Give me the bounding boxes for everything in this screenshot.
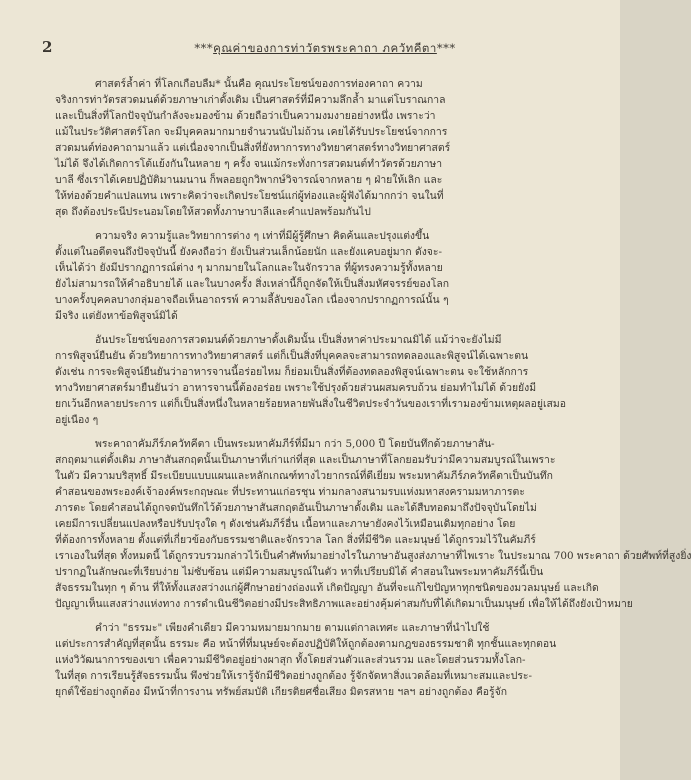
paragraph [55,76,580,220]
text-line: จริงการท่าวัตรสวดมนต์ด้วยภาษาเก่าดั้งเดิม เป็นศาสตร์ที่มีความลึกล้ำ มาแต่โบราณกาล [55,94,446,106]
paragraph [55,436,691,612]
text-line: ที่ต้องการทั้งหลาย ตั้งแต่ที่เกี่ยวข้องกับธรรมชาติและจักรวาล โลก สิ่งที่มีชีวิต และมนุษย์ ได้ถูกรวมไว้ในคัมภีร์ [55,534,536,546]
text-line: ตั้งแต่ในอดีตจนถึงปัจจุบันนี้ ยังคงถือว่า ยังเป็นส่วนเล็กน้อยนัก และยังแคบอยู่มาก ดังจะ- [55,246,442,258]
text-line: แม้ในประวัติศาสตร์โลก จะมีบุคคลมากมายจำนวนนับไม่ถ้วน เคยได้รับประโยชน์จากการ [55,126,448,138]
title-prefix: *** [194,41,214,55]
text-line: ทางวิทยาศาสตร์มายืนยันว่า อาหารจานนี้ต้องอร่อย เพราะใช้ปรุงด้วยส่วนผสมครบถ้วน ย่อมทำไม่ได้ ด้วยยังมี [55,382,537,394]
text-line: แต่ประการสำคัญที่สุดนั้น ธรรมะ คือ หน้าที่ที่มนุษย์จะต้องปฏิบัติให้ถูกต้องตามกฎของธรรมชาติ ทุกชั้นและทุกตอน [55,638,557,650]
text-line: ปรากฏในลักษณะที่เรียบง่าย ไม่ซับซ้อน แต่มีความสมบูรณ์ในตัว หาที่เปรียบมิได้ คำสอนในพระมหาคัมภีร์นี้เป็น [55,566,544,578]
text-line: เห็นได้ว่า ยังมีปรากฏการณ์ต่าง ๆ มากมายในโลกและในจักรวาล ที่ผู้ทรงความรู้ทั้งหลาย [55,262,443,274]
text-line: สวดมนต์ท่องคาถามาแล้ว แต่เนื่องจากเป็นสิ่งที่ยังหาการทางวิทยาศาสตร์ทางวิทยาศาสตร์ [55,142,451,154]
text-line: ยุกต์ใช้อย่างถูกต้อง มีหน้าที่การงาน ทรัพย์สมบัติ เกียรติยศชื่อเสียง มิตรสหาย ฯลฯ อย่างถูกต้อง คือรู้จัก [55,686,508,698]
title-text: คุณค่าของการท่าวัตรพระคาถา ภควัทคีตา [213,41,437,55]
text-line: มีจริง แต่ยังหาข้อพิสูจน์มิได้ [55,310,178,322]
text-line: แห่งวิวัฒนาการของเขา เพื่อความมีชีวิตอยู่อย่างผาสุก ทั้งโดยส่วนตัวและส่วนรวม และโดยส่วนรวมทั้งโลก- [55,654,526,666]
text-line: คำสอนของพระองค์เจ้าองค์พระกฤษณะ ที่ประทานแก่อรชุน ท่ามกลางสนามรบแห่งมหาสงครามมหาภารตะ [55,486,525,498]
text-line: เคยมีการเปลี่ยนแปลงหรือปรับปรุงใด ๆ ดังเช่นคัมภีร์อื่น เนื้อหาและภาษายังคงไว้เหมือนเดิมทุกอย่าง โดย [55,518,516,530]
page-title [110,40,540,58]
title-suffix: *** [436,41,456,55]
document-body [55,76,691,708]
text-line: พระคาถาคัมภีร์ภควัทคีตา เป็นพระมหาคัมภีร์ที่มีมา กว่า 5,000 ปี โดยบันทึกด้วยภาษาสัน- [95,438,495,450]
paragraph [55,332,580,428]
text-line: การพิสูจน์ยืนยัน ด้วยวิทยาการทางวิทยาศาสตร์ แต่ก็เป็นสิ่งที่บุคคลจะสามารถทดลองและพิสูจน์ได้เฉพาะตน [55,350,529,362]
paragraph [55,228,580,324]
text-line: ภารตะ โดยคำสอนได้ถูกจดบันทึกไว้ด้วยภาษาสันสกฤตอันเป็นภาษาดั้งเดิม และได้สืบทอดมาถึงปัจจุบันโดยไม่ [55,502,537,514]
text-line: สัจธรรมในทุก ๆ ด้าน ที่ให้ทั้งแสงสว่างแก่ผู้ศึกษาอย่างถ่องแท้ เกิดปัญญา อันที่จะแก้ไขปัญหาทุกชนิดของมวลมนุษย์ และเกิด [55,582,599,594]
text-line: บาลี ซึ่งเราได้เคยปฏิบัติมานมนาน ก็พลอยถูกวิพากษ์วิจารณ์จากหลาย ๆ ฝ่ายให้เลิก และ [55,174,443,186]
text-line: ในตัว มีความบริสุทธิ์ มีระเบียบแบบแผนและหลักเกณฑ์ทางไวยากรณ์ที่ดีเยี่ยม พระมหาคัมภีร์ภควัทคีตาเป็นบันทึก [55,470,553,482]
text-line: ยกเว้นอีกหลายประการ แต่ก็เป็นสิ่งหนึ่งในหลายร้อยหลายพันสิ่งในชีวิตประจำวันของเราที่เรามองข้ามเหตุผลอยู่เสมอ [55,398,566,410]
text-line: บางครั้งบุคคลบางกลุ่มอาจถือเห็นอาถรรพ์ ความลี้ลับของโลก เนื่องจากปรากฏการณ์นั้น ๆ [55,294,449,306]
paragraph [55,620,580,700]
text-line: ในที่สุด การเรียนรู้สัจธรรมนั้น พึงช่วยให้เรารู้จักมีชีวิตอย่างถูกต้อง รู้จักจัดหาสิ่งแวดล้อมที่เหมาะสมและประ- [55,670,532,682]
text-line: ยังไม่สามารถให้คำอธิบายได้ และในบางครั้ง สิ่งเหล่านี้ก็ถูกจัดให้เป็นสิ่งมหัศจรรย์ของโลก [55,278,449,290]
text-line: ปัญญาเห็นแสงสว่างแห่งทาง การดำเนินชีวิตอย่างมีประสิทธิภาพและอย่างคุ้มค่าสมกับที่ได้เกิดมาเป็นมนุษย์ เพื่อให้ได้ถึงยังเป้าหมาย [55,598,633,610]
text-line: และเป็นสิ่งที่โลกปัจจุบันกำลังจะมองข้าม ด้วยถือว่าเป็นความงมงายอย่างหนึ่ง เพราะว่า [55,110,436,122]
text-line: สกฤตมาแต่ดั้งเดิม ภาษาสันสกฤตนั้นเป็นภาษาที่เก่าแก่ที่สุด และเป็นภาษาที่โลกยอมรับว่ามีความสมบูรณ์ในเพราะ [55,454,556,466]
text-line: คำว่า "ธรรมะ" เพียงคำเดียว มีความหมายมากมาย ตามแต่กาลเทศะ และภาษาที่นำไปใช้ [95,622,490,634]
text-line: ไม่ได้ จึงได้เกิดการโต้แย้งกันในหลาย ๆ ครั้ง จนแม้กระทั่งการสวดมนต์ทำวัตรด้วยภาษา [55,158,443,170]
text-line: ศาสตร์ล้ำค่า ที่โลกเกือบลืม* นั้นคือ คุณประโยชน์ของการท่องคาถา ความ [95,78,423,90]
page-number: 2 [42,38,53,56]
text-line: สุด ถึงต้องประนีประนอมโดยให้สวดทั้งภาษาบาลีและคำแปลพร้อมกันไป [55,206,371,218]
text-line: ดังเช่น การจะพิสูจน์ยืนยันว่าอาหารจานนี้อร่อยไหม ก็ย่อมเป็นสิ่งที่ต้องทดลองพิสูจน์เฉพาะตน จะใช้หลักการ [55,366,529,378]
text-line: อยู่เนือง ๆ [55,414,99,426]
text-line: ให้ท่องด้วยคำแปลแทน เพราะคิดว่าจะเกิดประโยชน์แก่ผู้ท่องและผู้ฟังได้มากกว่า จนในที่ [55,190,444,202]
text-line: เราเองในที่สุด ทั้งหมดนี้ ได้ถูกรวบรวมกล่าวไว้เป็นคำศัพท์มาอย่างไรในภาษาอันสูงส่งภาษาที่ไพเราะ ในประมาณ 700 พระคาถา ด้วยศัพท์ที่สูงยิ่ง [55,550,691,562]
text-line: ความจริง ความรู้และวิทยาการต่าง ๆ เท่าที่มีผู้รู้ศึกษา คิดค้นและปรุงแต่งขึ้น [95,230,430,242]
text-line: อันประโยชน์ของการสวดมนต์ด้วยภาษาดั้งเดิมนั้น เป็นสิ่งหาค่าประมาณมิได้ แม้ว่าจะยังไม่มี [95,334,502,346]
